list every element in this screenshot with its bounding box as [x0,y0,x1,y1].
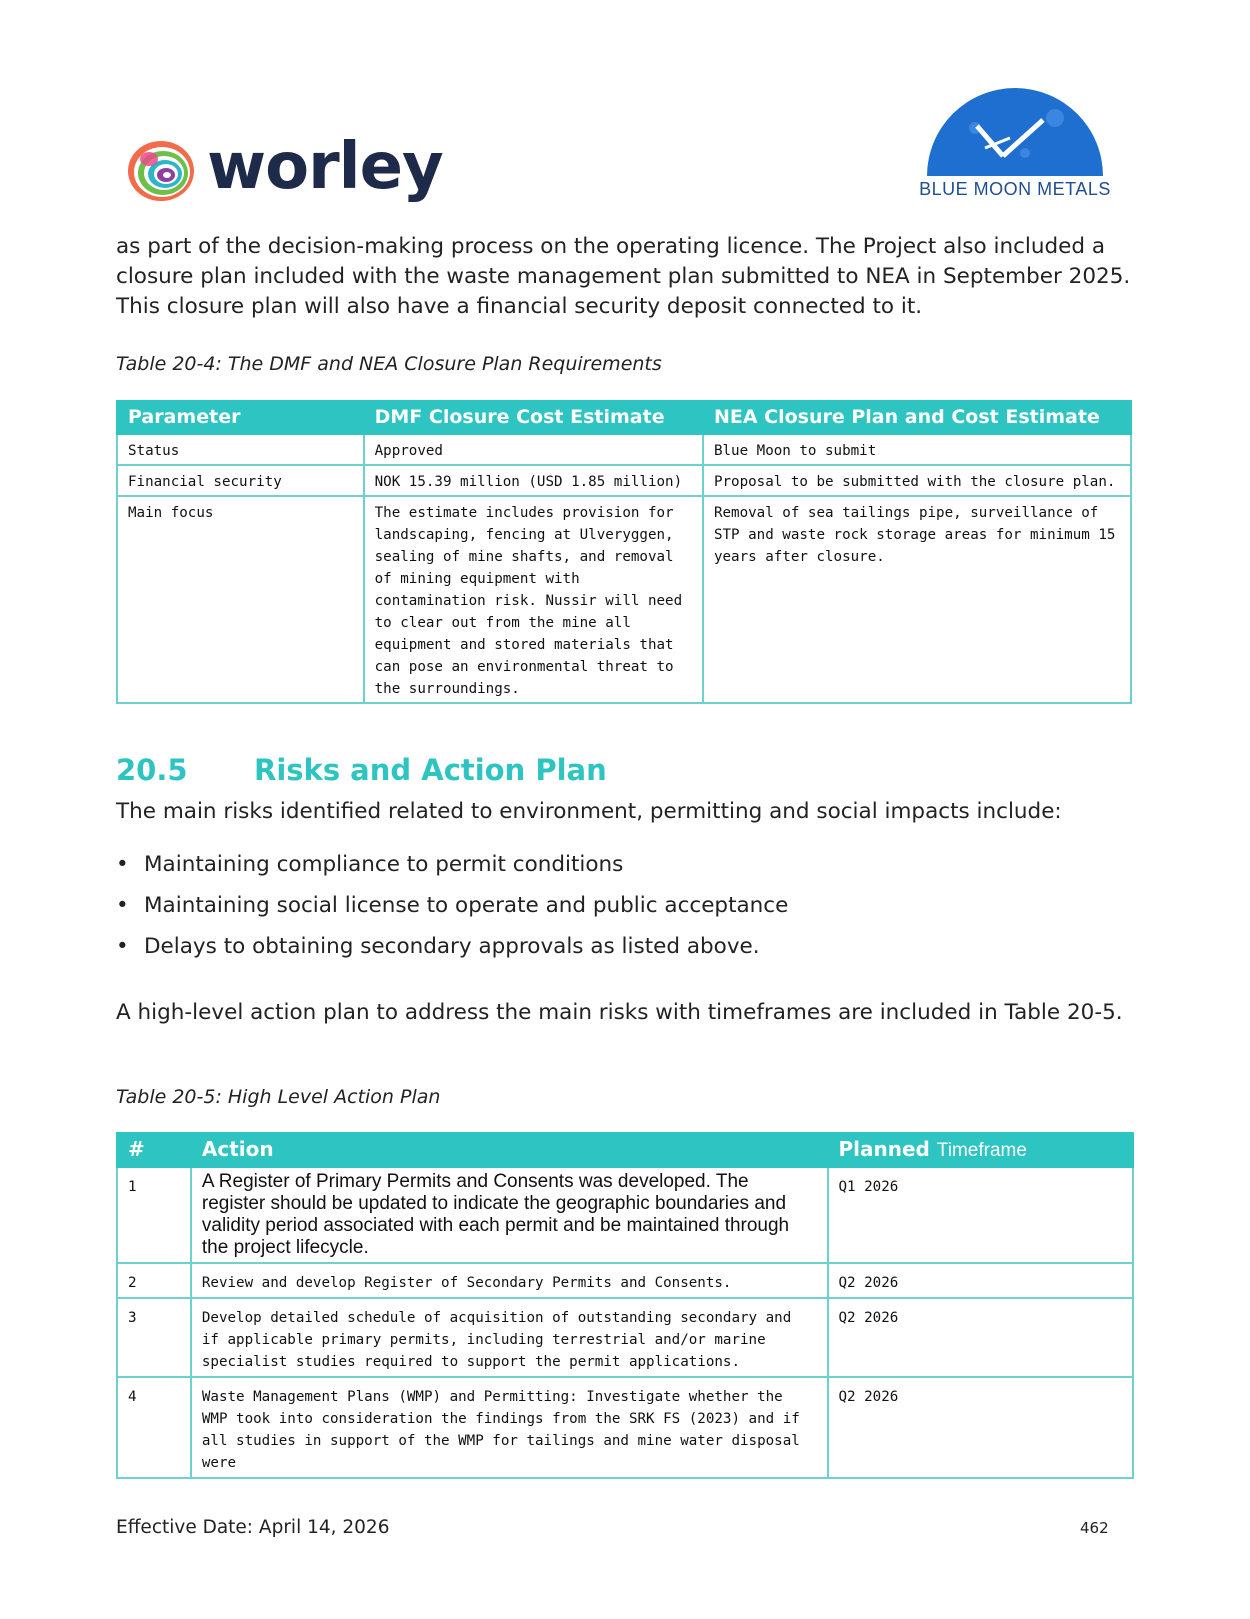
table-cell: 3 [117,1298,191,1377]
risk-list [116,850,788,973]
table-cell: NOK 15.39 million (USD 1.85 million) [364,465,703,496]
blue-moon-metals-logo [915,78,1115,208]
table-cell: Main focus [117,496,364,703]
column-header-number: # [117,1133,191,1167]
column-header-parameter: Parameter [117,401,364,434]
table-cell: Develop detailed schedule of acquisition of outstanding secondary and if applicable primary permits, including terrestrial and/or marine specialist studies required to support the permit applications. [191,1298,828,1377]
table-cell: Proposal to be submitted with the closure plan. [703,465,1131,496]
table-cell: 1 [117,1167,191,1263]
list-item-text: Delays to obtaining secondary approvals as listed above. [144,934,760,959]
section-closing: A high-level action plan to address the main risks with timeframes are included in Table 20-5. [116,1000,1123,1025]
table-20-5-caption: Table 20-5: High Level Action Plan [116,1086,441,1108]
table-cell: Q1 2026 [828,1167,1134,1263]
action-plan-table [116,1132,1134,1479]
table-row [117,1377,1133,1478]
worley-wordmark: worley [207,130,443,204]
table-row [117,434,1131,465]
table-cell: Q2 2026 [828,1298,1134,1377]
table-cell: Q2 2026 [828,1377,1134,1478]
column-header-action: Action [191,1133,828,1167]
table-row [117,1263,1133,1298]
worley-swirl-icon [125,135,197,207]
table-cell: Removal of sea tailings pipe, surveillance of STP and waste rock storage areas for minimum 15 years after closure. [703,496,1131,703]
moon-icon [915,78,1115,178]
column-header-nea: NEA Closure Plan and Cost Estimate [703,401,1131,434]
table-cell: Q2 2026 [828,1263,1134,1298]
table-cell: Blue Moon to submit [703,434,1131,465]
table-row [117,465,1131,496]
page-number: 462 [1080,1519,1109,1537]
blue-moon-metals-wordmark: BLUE MOON METALS [919,179,1111,199]
list-item [116,932,788,962]
table-cell: Approved [364,434,703,465]
closure-plan-requirements-table [116,400,1132,704]
column-header-dmf: DMF Closure Cost Estimate [364,401,703,434]
timeframe-header-bold: Planned [838,1137,930,1161]
section-title: Risks and Action Plan [254,753,607,787]
section-number: 20.5 [116,753,188,787]
section-heading [116,753,607,787]
list-item-text: Maintaining social license to operate and public acceptance [144,893,789,918]
table-row [117,496,1131,703]
table-20-4-caption: Table 20-4: The DMF and NEA Closure Plan Requirements [116,353,662,375]
section-intro: The main risks identified related to environment, permitting and social impacts include: [116,799,1062,824]
table-cell: The estimate includes provision for landscaping, fencing at Ulveryggen, sealing of mine shafts, and removal of mining equipment with contamination risk. Nussir will need to clear out from the mine all equipment and stored materials that can pose an environmental threat to the surroundings. [364,496,703,703]
table-row [117,1167,1133,1263]
list-item [116,850,788,880]
bullet-icon: • [116,852,129,877]
table-cell: Review and develop Register of Secondary Permits and Consents. [191,1263,828,1298]
bullet-icon: • [116,893,129,918]
timeframe-header-light: Timeframe [936,1140,1027,1161]
list-item-text: Maintaining compliance to permit conditions [144,852,624,877]
column-header-timeframe [828,1133,1134,1167]
table-cell: A Register of Primary Permits and Consents was developed. The register should be updated to indicate the geographic boundaries and validity period associated with each permit and be maintained through the project lifecycle. [191,1167,828,1263]
bullet-icon: • [116,934,129,959]
table-cell: 2 [117,1263,191,1298]
table-header-row [117,1133,1133,1167]
effective-date: Effective Date: April 14, 2026 [116,1517,390,1538]
table-cell: Waste Management Plans (WMP) and Permitting: Investigate whether the WMP took into consideration the findings from the SRK FS (2023) and if all studies in support of the WMP for tailings and mine water disposal were [191,1377,828,1478]
table-cell: Financial security [117,465,364,496]
table-header-row [117,401,1131,434]
table-cell: Status [117,434,364,465]
table-row [117,1298,1133,1377]
intro-paragraph: as part of the decision-making process on the operating licence. The Project also included a closure plan included with the waste management plan submitted to NEA in September 2025. This closure plan will also have a financial security deposit connected to it. [116,234,1131,319]
worley-logo [125,130,443,207]
table-cell: 4 [117,1377,191,1478]
list-item [116,891,788,921]
